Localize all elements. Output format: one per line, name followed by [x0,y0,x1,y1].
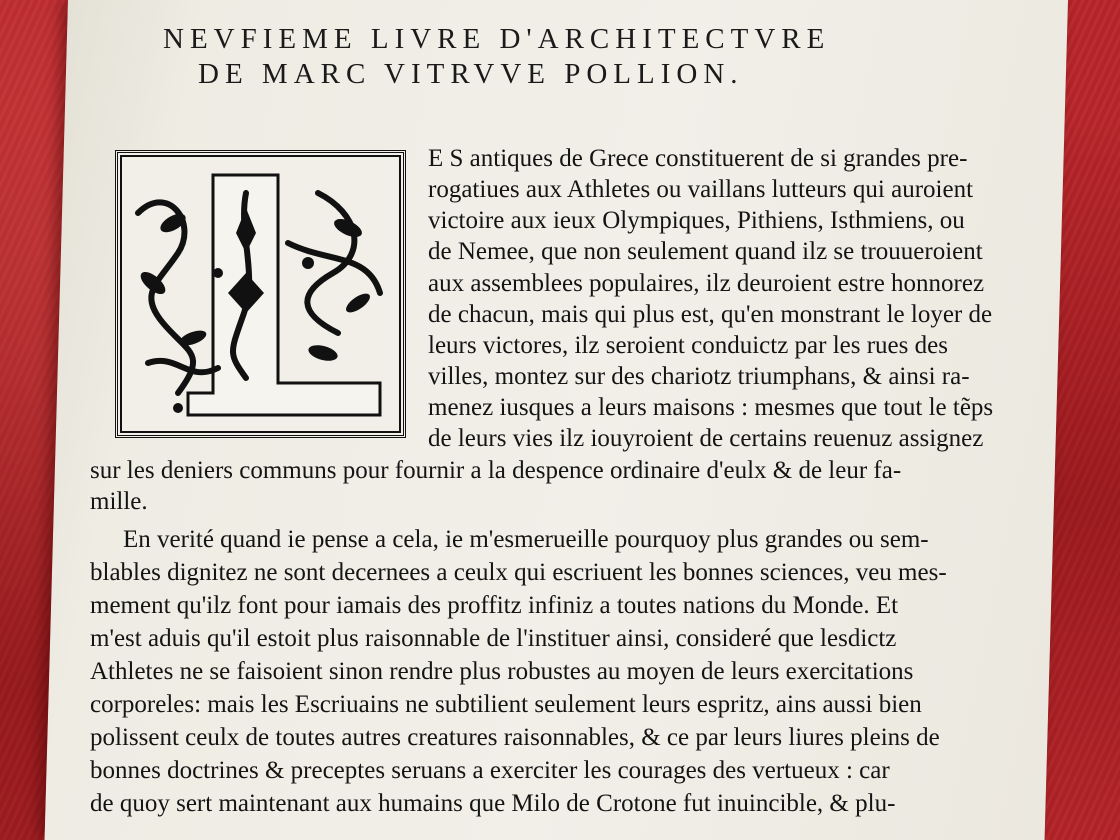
text-line: mement qu'ilz font pour iamais des proffitz infiniz a toutes nations du Monde. Et [90,592,899,619]
text-line: m'est aduis qu'il estoit plus raisonnable de l'instituer ainsi, consideré que lesdictz [90,625,897,652]
chapter-title [163,22,1063,93]
text-line: victoire aux ieux Olympiques, Pithiens, Isthmiens, ou [428,207,965,234]
text-line: rogatiues aux Athletes ou vaillans lutteurs qui auroient [428,176,974,203]
title-line-2: DE MARC VITRVVE POLLION. [198,58,744,91]
text-line: aux assemblees populaires, ilz deuroient estre honnorez [428,270,985,297]
text-line: blables dignitez ne sont decernees a ceulx qui escriuent les bonnes sciences, veu mes- [90,559,947,586]
text-line: de quoy sert maintenant aux humains que Milo de Crotone fut inuincible, & plu- [90,790,896,817]
text-line: de Nemee, que non seulement quand ilz se trouueroient [428,238,983,265]
text-line: bonnes doctrines & preceptes seruans a exerciter les courages des vertueux : car [90,757,890,784]
text-line: mille. [90,488,148,515]
ornamental-initial-L-icon [115,150,406,438]
text-line: leurs victores, ilz seroient conduictz par les rues des [428,332,948,359]
text-line: corporeles: mais les Escriuains ne subtilient seulement leurs espritz, ains aussi bien [90,691,922,718]
text-line: En verité quand ie pense a cela, ie m'esmerueille pourquoy plus grandes ou sem- [123,526,929,553]
text-line: Athletes ne se faisoient sinon rendre plus robustes au moyen de leurs exercitations [90,658,914,685]
text-line: sur les deniers communs pour fournir a la despence ordinaire d'eulx & de leur fa- [90,457,902,484]
text-line: de leurs vies ilz iouyroient de certains reuenuz assignez [428,425,984,452]
text-line: E S antiques de Grece constituerent de si grandes pre- [428,145,968,172]
title-line-1: NEVFIEME LIVRE D'ARCHITECTVRE [163,23,831,55]
book-page [45,0,1068,840]
text-line: menez iusques a leurs maisons : mesmes que tout le tẽps [428,394,994,421]
text-line: polissent ceulx de toutes autres creatures raisonnables, & ce par leurs liures pleins de [90,724,940,751]
text-line: de chacun, mais qui plus est, qu'en monstrant le loyer de [428,301,993,328]
text-line: villes, montez sur des chariotz triumphans, & ainsi ra- [428,363,970,390]
